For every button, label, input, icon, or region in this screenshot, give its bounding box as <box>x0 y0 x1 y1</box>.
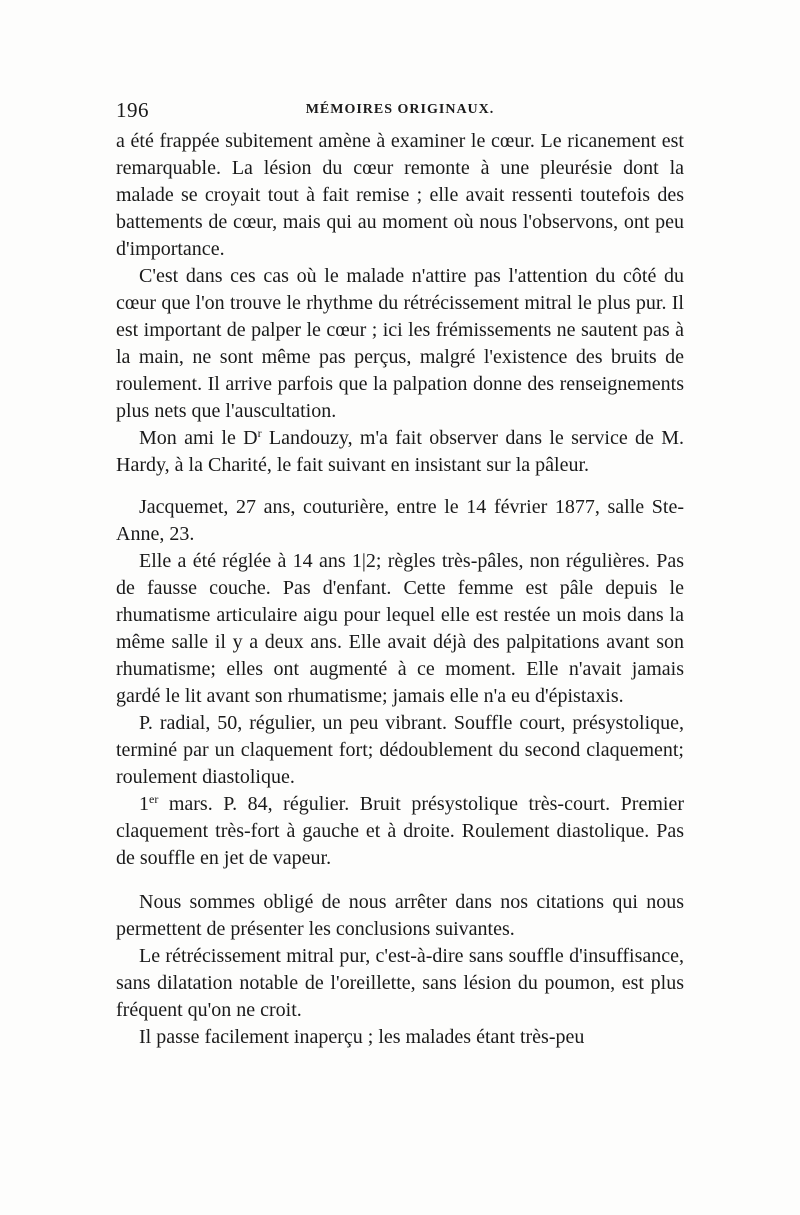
paragraph-3-rest: Landouzy, m'a fait observer dans le service de M. Hardy, à la Charité, le fait suivant en insistant sur la pâleur. <box>116 427 684 476</box>
case-follow-up-rest: mars. P. 84, régulier. Bruit présystolique très-court. Premier claquement très-fort à gauche et à droite. Roulement diastolique. Pas de souffle en jet de vapeur. <box>116 793 684 869</box>
paragraph-1: a été frappée subitement amène à examiner le cœur. Le ricanement est remarquable. La lésion du cœur remonte à une pleurésie dont la malade se croyait tout à fait remise ; elle avait ressenti toutefois des battements de cœur, mais qui au moment où nous l'observons, ont peu d'importance. <box>116 130 684 260</box>
conclusion-introduction: Nous sommes obligé de nous arrêter dans nos citations qui nous permettent de présenter les conclusions suivantes. <box>116 891 684 940</box>
ordinal-superscript: er <box>149 792 159 806</box>
paragraph-3 <box>116 425 684 479</box>
paragraph-3-start: Mon ami le D <box>139 427 258 449</box>
section-gap <box>116 872 684 889</box>
page-header <box>116 98 684 124</box>
section-gap <box>116 479 684 494</box>
running-title: MÉMOIRES ORIGINAUX. <box>305 102 495 117</box>
case-follow-up-start: 1 <box>139 793 149 815</box>
conclusion-2: Il passe facilement inaperçu ; les malades étant très-peu <box>139 1026 585 1048</box>
page-number: 196 <box>116 98 149 122</box>
conclusion-1: Le rétrécissement mitral pur, c'est-à-dire sans souffle d'insuffisance, sans dilatation notable de l'oreillette, sans lésion du poumon, est plus fréquent qu'on ne croit. <box>116 945 684 1021</box>
case-history: Elle a été réglée à 14 ans 1|2; règles très-pâles, non régulières. Pas de fausse couche. Pas d'enfant. Cette femme est pâle depuis le rhumatisme articulaire aigu pour lequel elle est restée un mois dans la même salle il y a deux ans. Elle avait déjà des palpitations avant son rhumatisme; elles ont augmenté à ce moment. Elle n'avait jamais gardé le lit avant son rhumatisme; jamais elle n'a eu d'épistaxis. <box>116 550 684 707</box>
case-follow-up <box>116 791 684 872</box>
case-introduction: Jacquemet, 27 ans, couturière, entre le 14 février 1877, salle Ste-Anne, 23. <box>116 496 684 545</box>
case-examination: P. radial, 50, régulier, un peu vibrant. Souffle court, présystolique, terminé par un claquement fort; dédoublement du second claquement; roulement diastolique. <box>116 712 684 788</box>
doctor-superscript: r <box>257 426 262 440</box>
body-text <box>116 128 684 1051</box>
paragraph-2: C'est dans ces cas où le malade n'attire pas l'attention du côté du cœur que l'on trouve le rhythme du rétrécissement mitral le plus pur. Il est important de palper le cœur ; ici les frémissements ne sautent pas à la main, ne sont même pas perçus, malgré l'existence des bruits de roulement. Il arrive parfois que la palpation donne des renseignements plus nets que l'auscultation. <box>116 265 684 422</box>
